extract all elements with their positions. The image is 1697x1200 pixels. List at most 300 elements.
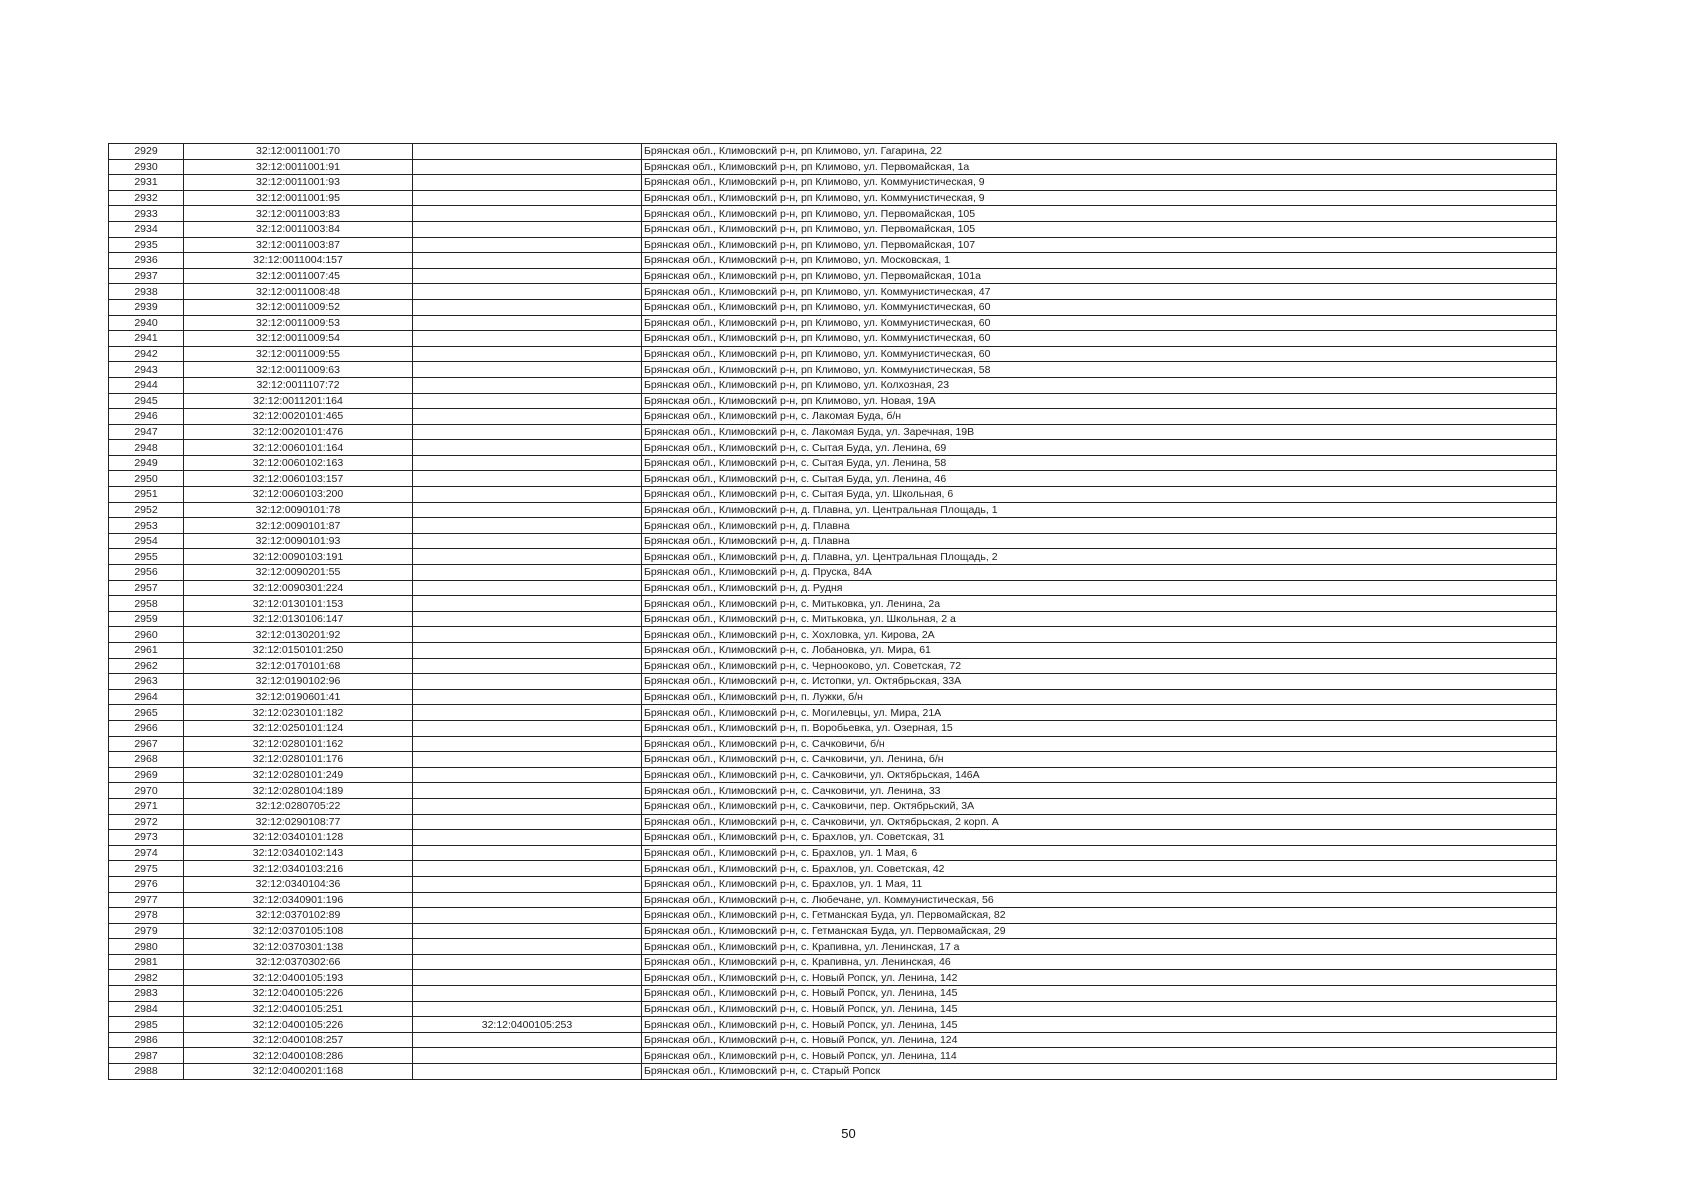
row-number-cell: 2947 — [109, 424, 184, 440]
related-cadastral-number-cell — [413, 315, 642, 331]
related-cadastral-number-cell — [413, 487, 642, 503]
cadastral-number-cell: 32:12:0090101:78 — [184, 502, 413, 518]
address-cell: Брянская обл., Климовский р-н, рп Климово, ул. Первомайская, 105 — [642, 221, 1557, 237]
table-row — [109, 1001, 1557, 1017]
table-row — [109, 549, 1557, 565]
address-cell: Брянская обл., Климовский р-н, с. Любечане, ул. Коммунистическая, 56 — [642, 892, 1557, 908]
address-cell: Брянская обл., Климовский р-н, с. Хохловка, ул. Кирова, 2А — [642, 627, 1557, 643]
address-cell: Брянская обл., Климовский р-н, с. Сачковичи, пер. Октябрьский, 3А — [642, 798, 1557, 814]
row-number-cell: 2948 — [109, 440, 184, 456]
related-cadastral-number-cell — [413, 175, 642, 191]
cadastral-number-cell: 32:12:0011007:45 — [184, 268, 413, 284]
row-number-cell: 2981 — [109, 954, 184, 970]
address-cell: Брянская обл., Климовский р-н, рп Климово, ул. Коммунистическая, 58 — [642, 362, 1557, 378]
table-row — [109, 362, 1557, 378]
cadastral-number-cell: 32:12:0011001:95 — [184, 190, 413, 206]
row-number-cell: 2949 — [109, 455, 184, 471]
table-row — [109, 861, 1557, 877]
address-cell: Брянская обл., Климовский р-н, рп Климово, ул. Коммунистическая, 60 — [642, 315, 1557, 331]
table-row — [109, 845, 1557, 861]
address-cell: Брянская обл., Климовский р-н, с. Брахлов, ул. 1 Мая, 11 — [642, 876, 1557, 892]
address-cell: Брянская обл., Климовский р-н, с. Новый Ропск, ул. Ленина, 145 — [642, 986, 1557, 1002]
cadastral-number-cell: 32:12:0400108:286 — [184, 1048, 413, 1064]
row-number-cell: 2986 — [109, 1032, 184, 1048]
table-row — [109, 1048, 1557, 1064]
related-cadastral-number-cell — [413, 268, 642, 284]
table-row — [109, 206, 1557, 222]
table-row — [109, 346, 1557, 362]
cadastral-number-cell: 32:12:0130106:147 — [184, 611, 413, 627]
row-number-cell: 2973 — [109, 830, 184, 846]
related-cadastral-number-cell — [413, 611, 642, 627]
cadastral-number-cell: 32:12:0340901:196 — [184, 892, 413, 908]
address-cell: Брянская обл., Климовский р-н, с. Митьковка, ул. Школьная, 2 а — [642, 611, 1557, 627]
cadastral-number-cell: 32:12:0020101:476 — [184, 424, 413, 440]
row-number-cell: 2957 — [109, 580, 184, 596]
table-row — [109, 923, 1557, 939]
table-row — [109, 518, 1557, 534]
table-row — [109, 814, 1557, 830]
related-cadastral-number-cell — [413, 393, 642, 409]
cadastral-number-cell: 32:12:0020101:465 — [184, 409, 413, 425]
table-row — [109, 502, 1557, 518]
address-cell: Брянская обл., Климовский р-н, с. Сачковичи, ул. Ленина, б/н — [642, 752, 1557, 768]
table-row — [109, 736, 1557, 752]
related-cadastral-number-cell — [413, 861, 642, 877]
address-cell: Брянская обл., Климовский р-н, с. Новый Ропск, ул. Ленина, 124 — [642, 1032, 1557, 1048]
row-number-cell: 2941 — [109, 331, 184, 347]
row-number-cell: 2959 — [109, 611, 184, 627]
row-number-cell: 2988 — [109, 1064, 184, 1080]
cadastral-number-cell: 32:12:0280101:176 — [184, 752, 413, 768]
address-cell: Брянская обл., Климовский р-н, рп Климово, ул. Первомайская, 1а — [642, 159, 1557, 175]
table-row — [109, 627, 1557, 643]
cadastral-number-cell: 32:12:0011003:87 — [184, 237, 413, 253]
cadastral-number-cell: 32:12:0280104:189 — [184, 783, 413, 799]
table-row — [109, 986, 1557, 1002]
table-row — [109, 237, 1557, 253]
related-cadastral-number-cell — [413, 549, 642, 565]
cadastral-number-cell: 32:12:0011009:52 — [184, 299, 413, 315]
cadastral-number-cell: 32:12:0150101:250 — [184, 643, 413, 659]
related-cadastral-number-cell — [413, 471, 642, 487]
table-row — [109, 331, 1557, 347]
address-cell: Брянская обл., Климовский р-н, рп Климово, ул. Первомайская, 101а — [642, 268, 1557, 284]
row-number-cell: 2966 — [109, 720, 184, 736]
row-number-cell: 2969 — [109, 767, 184, 783]
related-cadastral-number-cell — [413, 596, 642, 612]
row-number-cell: 2956 — [109, 565, 184, 581]
related-cadastral-number-cell — [413, 845, 642, 861]
related-cadastral-number-cell — [413, 954, 642, 970]
address-cell: Брянская обл., Климовский р-н, с. Сачковичи, б/н — [642, 736, 1557, 752]
related-cadastral-number-cell — [413, 440, 642, 456]
table-row — [109, 175, 1557, 191]
table-row — [109, 580, 1557, 596]
related-cadastral-number-cell — [413, 689, 642, 705]
address-cell: Брянская обл., Климовский р-н, д. Плавна — [642, 533, 1557, 549]
table-row — [109, 611, 1557, 627]
table-row — [109, 908, 1557, 924]
related-cadastral-number-cell — [413, 1001, 642, 1017]
row-number-cell: 2940 — [109, 315, 184, 331]
cadastral-number-cell: 32:12:0340104:36 — [184, 876, 413, 892]
row-number-cell: 2935 — [109, 237, 184, 253]
related-cadastral-number-cell — [413, 1032, 642, 1048]
cadastral-number-cell: 32:12:0011009:53 — [184, 315, 413, 331]
address-cell: Брянская обл., Климовский р-н, рп Климово, ул. Коммунистическая, 47 — [642, 284, 1557, 300]
row-number-cell: 2978 — [109, 908, 184, 924]
property-table-body — [109, 144, 1557, 1080]
row-number-cell: 2987 — [109, 1048, 184, 1064]
table-row — [109, 767, 1557, 783]
table-row — [109, 596, 1557, 612]
related-cadastral-number-cell — [413, 674, 642, 690]
address-cell: Брянская обл., Климовский р-н, рп Климово, ул. Гагарина, 22 — [642, 144, 1557, 160]
row-number-cell: 2934 — [109, 221, 184, 237]
address-cell: Брянская обл., Климовский р-н, с. Старый Ропск — [642, 1064, 1557, 1080]
table-row — [109, 284, 1557, 300]
table-row — [109, 253, 1557, 269]
row-number-cell: 2958 — [109, 596, 184, 612]
cadastral-number-cell: 32:12:0370302:66 — [184, 954, 413, 970]
cadastral-number-cell: 32:12:0190102:96 — [184, 674, 413, 690]
related-cadastral-number-cell — [413, 190, 642, 206]
cadastral-number-cell: 32:12:0060103:157 — [184, 471, 413, 487]
related-cadastral-number-cell — [413, 876, 642, 892]
address-cell: Брянская обл., Климовский р-н, д. Плавна, ул. Центральная Площадь, 2 — [642, 549, 1557, 565]
row-number-cell: 2968 — [109, 752, 184, 768]
row-number-cell: 2945 — [109, 393, 184, 409]
table-row — [109, 705, 1557, 721]
row-number-cell: 2952 — [109, 502, 184, 518]
cadastral-number-cell: 32:12:0400105:226 — [184, 1017, 413, 1033]
row-number-cell: 2962 — [109, 658, 184, 674]
row-number-cell: 2963 — [109, 674, 184, 690]
address-cell: Брянская обл., Климовский р-н, рп Климово, ул. Коммунистическая, 60 — [642, 299, 1557, 315]
address-cell: Брянская обл., Климовский р-н, п. Лужки, б/н — [642, 689, 1557, 705]
row-number-cell: 2977 — [109, 892, 184, 908]
address-cell: Брянская обл., Климовский р-н, рп Климово, ул. Коммунистическая, 60 — [642, 331, 1557, 347]
related-cadastral-number-cell — [413, 424, 642, 440]
address-cell: Брянская обл., Климовский р-н, с. Сачковичи, ул. Октябрьская, 2 корп. А — [642, 814, 1557, 830]
address-cell: Брянская обл., Климовский р-н, д. Рудня — [642, 580, 1557, 596]
cadastral-number-cell: 32:12:0280705:22 — [184, 798, 413, 814]
address-cell: Брянская обл., Климовский р-н, с. Лакомая Буда, ул. Заречная, 19В — [642, 424, 1557, 440]
cadastral-number-cell: 32:12:0090301:224 — [184, 580, 413, 596]
cadastral-number-cell: 32:12:0170101:68 — [184, 658, 413, 674]
row-number-cell: 2960 — [109, 627, 184, 643]
cadastral-number-cell: 32:12:0011001:91 — [184, 159, 413, 175]
row-number-cell: 2980 — [109, 939, 184, 955]
cadastral-number-cell: 32:12:0400105:251 — [184, 1001, 413, 1017]
table-row — [109, 674, 1557, 690]
cadastral-number-cell: 32:12:0290108:77 — [184, 814, 413, 830]
related-cadastral-number-cell — [413, 1064, 642, 1080]
related-cadastral-number-cell — [413, 409, 642, 425]
related-cadastral-number-cell — [413, 767, 642, 783]
row-number-cell: 2953 — [109, 518, 184, 534]
related-cadastral-number-cell — [413, 206, 642, 222]
row-number-cell: 2982 — [109, 970, 184, 986]
related-cadastral-number-cell — [413, 892, 642, 908]
cadastral-number-cell: 32:12:0011009:54 — [184, 331, 413, 347]
cadastral-number-cell: 32:12:0011001:93 — [184, 175, 413, 191]
cadastral-number-cell: 32:12:0400105:193 — [184, 970, 413, 986]
address-cell: Брянская обл., Климовский р-н, рп Климово, ул. Колхозная, 23 — [642, 377, 1557, 393]
cadastral-number-cell: 32:12:0230101:182 — [184, 705, 413, 721]
address-cell: Брянская обл., Климовский р-н, рп Климово, ул. Коммунистическая, 9 — [642, 175, 1557, 191]
address-cell: Брянская обл., Климовский р-н, с. Истопки, ул. Октябрьская, 33А — [642, 674, 1557, 690]
table-row — [109, 565, 1557, 581]
related-cadastral-number-cell — [413, 643, 642, 659]
table-row — [109, 689, 1557, 705]
row-number-cell: 2936 — [109, 253, 184, 269]
table-row — [109, 1064, 1557, 1080]
cadastral-number-cell: 32:12:0011201:164 — [184, 393, 413, 409]
row-number-cell: 2937 — [109, 268, 184, 284]
address-cell: Брянская обл., Климовский р-н, с. Новый Ропск, ул. Ленина, 114 — [642, 1048, 1557, 1064]
row-number-cell: 2971 — [109, 798, 184, 814]
row-number-cell: 2976 — [109, 876, 184, 892]
cadastral-number-cell: 32:12:0060102:163 — [184, 455, 413, 471]
table-row — [109, 783, 1557, 799]
table-row — [109, 939, 1557, 955]
related-cadastral-number-cell — [413, 565, 642, 581]
table-row — [109, 720, 1557, 736]
address-cell: Брянская обл., Климовский р-н, с. Новый Ропск, ул. Ленина, 142 — [642, 970, 1557, 986]
address-cell: Брянская обл., Климовский р-н, с. Сытая Буда, ул. Ленина, 58 — [642, 455, 1557, 471]
page-number: 50 — [841, 1126, 856, 1141]
address-cell: Брянская обл., Климовский р-н, с. Могилевцы, ул. Мира, 21А — [642, 705, 1557, 721]
table-row — [109, 658, 1557, 674]
address-cell: Брянская обл., Климовский р-н, д. Пруска, 84А — [642, 565, 1557, 581]
row-number-cell: 2985 — [109, 1017, 184, 1033]
related-cadastral-number-cell — [413, 705, 642, 721]
related-cadastral-number-cell — [413, 752, 642, 768]
row-number-cell: 2965 — [109, 705, 184, 721]
row-number-cell: 2942 — [109, 346, 184, 362]
row-number-cell: 2944 — [109, 377, 184, 393]
address-cell: Брянская обл., Климовский р-н, с. Крапивна, ул. Ленинская, 17 а — [642, 939, 1557, 955]
cadastral-number-cell: 32:12:0280101:249 — [184, 767, 413, 783]
row-number-cell: 2933 — [109, 206, 184, 222]
table-row — [109, 752, 1557, 768]
cadastral-number-cell: 32:12:0090201:55 — [184, 565, 413, 581]
row-number-cell: 2931 — [109, 175, 184, 191]
address-cell: Брянская обл., Климовский р-н, рп Климово, ул. Коммунистическая, 60 — [642, 346, 1557, 362]
row-number-cell: 2955 — [109, 549, 184, 565]
table-row — [109, 440, 1557, 456]
table-row — [109, 798, 1557, 814]
cadastral-number-cell: 32:12:0011004:157 — [184, 253, 413, 269]
row-number-cell: 2951 — [109, 487, 184, 503]
cadastral-number-cell: 32:12:0090101:93 — [184, 533, 413, 549]
row-number-cell: 2964 — [109, 689, 184, 705]
cadastral-number-cell: 32:12:0011003:83 — [184, 206, 413, 222]
address-cell: Брянская обл., Климовский р-н, с. Сытая Буда, ул. Ленина, 46 — [642, 471, 1557, 487]
table-row — [109, 455, 1557, 471]
table-row — [109, 315, 1557, 331]
cadastral-number-cell: 32:12:0090103:191 — [184, 549, 413, 565]
address-cell: Брянская обл., Климовский р-н, с. Чернооково, ул. Советская, 72 — [642, 658, 1557, 674]
related-cadastral-number-cell — [413, 783, 642, 799]
related-cadastral-number-cell — [413, 908, 642, 924]
cadastral-number-cell: 32:12:0370105:108 — [184, 923, 413, 939]
table-row — [109, 471, 1557, 487]
row-number-cell: 2974 — [109, 845, 184, 861]
cadastral-number-cell: 32:12:0400108:257 — [184, 1032, 413, 1048]
cadastral-number-cell: 32:12:0060103:200 — [184, 487, 413, 503]
cadastral-number-cell: 32:12:0370301:138 — [184, 939, 413, 955]
address-cell: Брянская обл., Климовский р-н, рп Климово, ул. Первомайская, 107 — [642, 237, 1557, 253]
address-cell: Брянская обл., Климовский р-н, с. Лобановка, ул. Мира, 61 — [642, 643, 1557, 659]
related-cadastral-number-cell — [413, 518, 642, 534]
related-cadastral-number-cell — [413, 331, 642, 347]
cadastral-number-cell: 32:12:0011009:63 — [184, 362, 413, 378]
cadastral-number-cell: 32:12:0011107:72 — [184, 377, 413, 393]
related-cadastral-number-cell — [413, 284, 642, 300]
cadastral-number-cell: 32:12:0190601:41 — [184, 689, 413, 705]
related-cadastral-number-cell — [413, 299, 642, 315]
row-number-cell: 2984 — [109, 1001, 184, 1017]
related-cadastral-number-cell — [413, 830, 642, 846]
cadastral-number-cell: 32:12:0250101:124 — [184, 720, 413, 736]
row-number-cell: 2961 — [109, 643, 184, 659]
row-number-cell: 2943 — [109, 362, 184, 378]
related-cadastral-number-cell — [413, 533, 642, 549]
related-cadastral-number-cell — [413, 144, 642, 160]
table-row — [109, 268, 1557, 284]
related-cadastral-number-cell — [413, 237, 642, 253]
address-cell: Брянская обл., Климовский р-н, с. Сытая Буда, ул. Школьная, 6 — [642, 487, 1557, 503]
related-cadastral-number-cell — [413, 970, 642, 986]
address-cell: Брянская обл., Климовский р-н, с. Сачковичи, ул. Ленина, 33 — [642, 783, 1557, 799]
related-cadastral-number-cell — [413, 377, 642, 393]
table-row — [109, 159, 1557, 175]
table-row — [109, 533, 1557, 549]
related-cadastral-number-cell — [413, 1048, 642, 1064]
row-number-cell: 2975 — [109, 861, 184, 877]
address-cell: Брянская обл., Климовский р-н, рп Климово, ул. Новая, 19А — [642, 393, 1557, 409]
table-row — [109, 144, 1557, 160]
related-cadastral-number-cell — [413, 253, 642, 269]
address-cell: Брянская обл., Климовский р-н, с. Митьковка, ул. Ленина, 2а — [642, 596, 1557, 612]
related-cadastral-number-cell — [413, 814, 642, 830]
row-number-cell: 2967 — [109, 736, 184, 752]
row-number-cell: 2950 — [109, 471, 184, 487]
address-cell: Брянская обл., Климовский р-н, с. Брахлов, ул. 1 Мая, 6 — [642, 845, 1557, 861]
cadastral-number-cell: 32:12:0370102:89 — [184, 908, 413, 924]
address-cell: Брянская обл., Климовский р-н, с. Новый Ропск, ул. Ленина, 145 — [642, 1017, 1557, 1033]
cadastral-number-cell: 32:12:0090101:87 — [184, 518, 413, 534]
address-cell: Брянская обл., Климовский р-н, рп Климово, ул. Коммунистическая, 9 — [642, 190, 1557, 206]
related-cadastral-number-cell — [413, 939, 642, 955]
row-number-cell: 2938 — [109, 284, 184, 300]
related-cadastral-number-cell — [413, 580, 642, 596]
table-row — [109, 221, 1557, 237]
row-number-cell: 2939 — [109, 299, 184, 315]
address-cell: Брянская обл., Климовский р-н, с. Сытая Буда, ул. Ленина, 69 — [642, 440, 1557, 456]
cadastral-number-cell: 32:12:0060101:164 — [184, 440, 413, 456]
address-cell: Брянская обл., Климовский р-н, с. Гетманская Буда, ул. Первомайская, 82 — [642, 908, 1557, 924]
table-row — [109, 1032, 1557, 1048]
table-row — [109, 393, 1557, 409]
address-cell: Брянская обл., Климовский р-н, с. Гетманская Буда, ул. Первомайская, 29 — [642, 923, 1557, 939]
table-row — [109, 954, 1557, 970]
row-number-cell: 2930 — [109, 159, 184, 175]
table-row — [109, 409, 1557, 425]
cadastral-number-cell: 32:12:0011001:70 — [184, 144, 413, 160]
address-cell: Брянская обл., Климовский р-н, д. Плавна, ул. Центральная Площадь, 1 — [642, 502, 1557, 518]
address-cell: Брянская обл., Климовский р-н, д. Плавна — [642, 518, 1557, 534]
row-number-cell: 2972 — [109, 814, 184, 830]
row-number-cell: 2932 — [109, 190, 184, 206]
cadastral-number-cell: 32:12:0340101:128 — [184, 830, 413, 846]
address-cell: Брянская обл., Климовский р-н, с. Новый Ропск, ул. Ленина, 145 — [642, 1001, 1557, 1017]
table-row — [109, 830, 1557, 846]
property-table — [108, 143, 1557, 1080]
cadastral-number-cell: 32:12:0400201:168 — [184, 1064, 413, 1080]
address-cell: Брянская обл., Климовский р-н, п. Воробьевка, ул. Озерная, 15 — [642, 720, 1557, 736]
cadastral-number-cell: 32:12:0400105:226 — [184, 986, 413, 1002]
cadastral-number-cell: 32:12:0340102:143 — [184, 845, 413, 861]
row-number-cell: 2929 — [109, 144, 184, 160]
cadastral-number-cell: 32:12:0011008:48 — [184, 284, 413, 300]
related-cadastral-number-cell — [413, 502, 642, 518]
row-number-cell: 2954 — [109, 533, 184, 549]
table-row — [109, 190, 1557, 206]
related-cadastral-number-cell — [413, 986, 642, 1002]
related-cadastral-number-cell — [413, 658, 642, 674]
related-cadastral-number-cell — [413, 923, 642, 939]
table-row — [109, 377, 1557, 393]
related-cadastral-number-cell — [413, 720, 642, 736]
cadastral-number-cell: 32:12:0130101:153 — [184, 596, 413, 612]
related-cadastral-number-cell — [413, 736, 642, 752]
address-cell: Брянская обл., Климовский р-н, с. Крапивна, ул. Ленинская, 46 — [642, 954, 1557, 970]
address-cell: Брянская обл., Климовский р-н, с. Брахлов, ул. Советская, 42 — [642, 861, 1557, 877]
address-cell: Брянская обл., Климовский р-н, с. Сачковичи, ул. Октябрьская, 146А — [642, 767, 1557, 783]
related-cadastral-number-cell — [413, 627, 642, 643]
table-row — [109, 299, 1557, 315]
cadastral-number-cell: 32:12:0340103:216 — [184, 861, 413, 877]
table-row — [109, 643, 1557, 659]
row-number-cell: 2946 — [109, 409, 184, 425]
address-cell: Брянская обл., Климовский р-н, с. Лакомая Буда, б/н — [642, 409, 1557, 425]
table-row — [109, 424, 1557, 440]
table-row — [109, 487, 1557, 503]
cadastral-number-cell: 32:12:0130201:92 — [184, 627, 413, 643]
cadastral-number-cell: 32:12:0011003:84 — [184, 221, 413, 237]
address-cell: Брянская обл., Климовский р-н, рп Климово, ул. Первомайская, 105 — [642, 206, 1557, 222]
address-cell: Брянская обл., Климовский р-н, рп Климово, ул. Московская, 1 — [642, 253, 1557, 269]
table-row — [109, 970, 1557, 986]
row-number-cell: 2970 — [109, 783, 184, 799]
address-cell: Брянская обл., Климовский р-н, с. Брахлов, ул. Советская, 31 — [642, 830, 1557, 846]
table-row — [109, 1017, 1557, 1033]
related-cadastral-number-cell — [413, 798, 642, 814]
table-row — [109, 876, 1557, 892]
related-cadastral-number-cell — [413, 362, 642, 378]
related-cadastral-number-cell — [413, 159, 642, 175]
related-cadastral-number-cell — [413, 346, 642, 362]
related-cadastral-number-cell — [413, 455, 642, 471]
cadastral-number-cell: 32:12:0011009:55 — [184, 346, 413, 362]
related-cadastral-number-cell: 32:12:0400105:253 — [413, 1017, 642, 1033]
table-row — [109, 892, 1557, 908]
related-cadastral-number-cell — [413, 221, 642, 237]
